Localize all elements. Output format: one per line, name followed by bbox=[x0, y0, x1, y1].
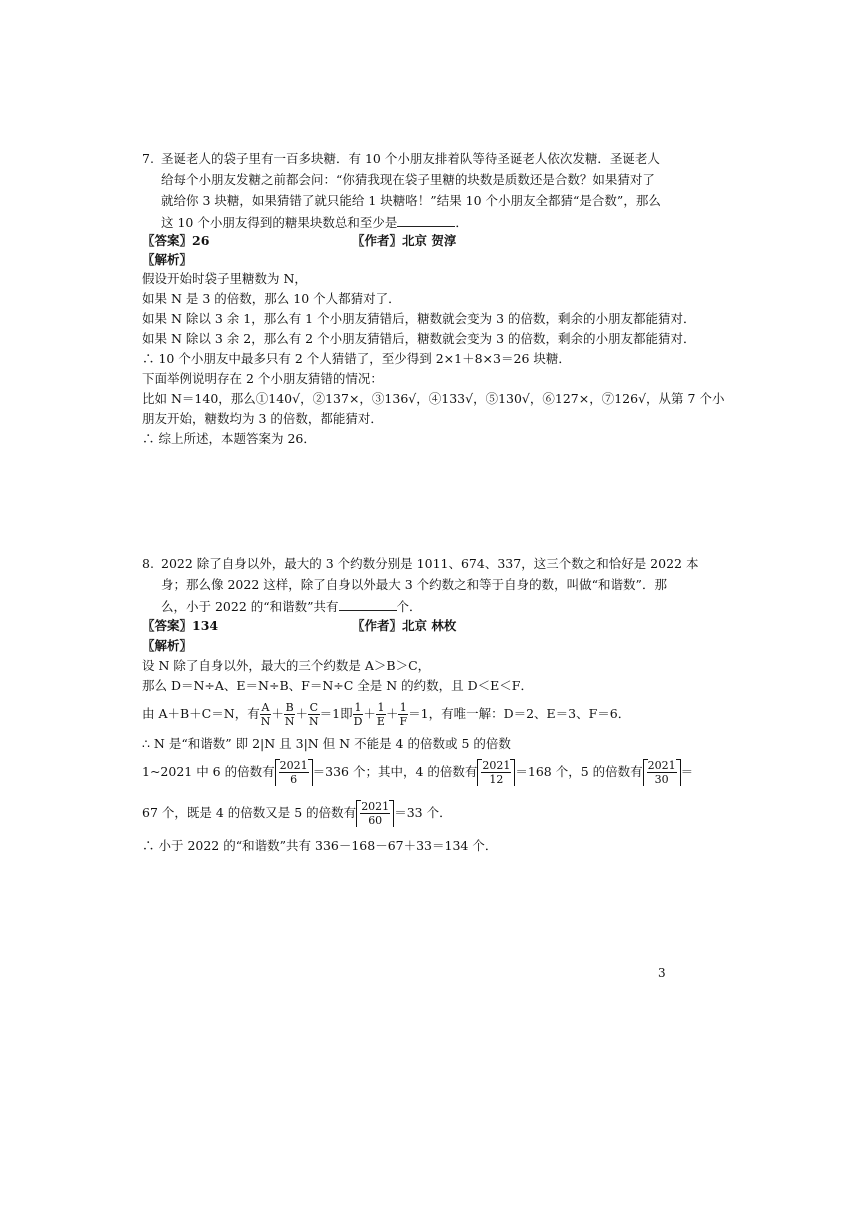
problem-7-line-2: 给每个小朋友发糖之前都会问：“你猜我现在袋子里糖的块数是质数还是合数？如果猜对了 bbox=[161, 172, 655, 187]
problem-7-analysis-label: 〖解析〗 bbox=[142, 252, 193, 267]
problem-8-analysis-label: 〖解析〗 bbox=[142, 638, 193, 653]
solution-line: 如果 N 除以 3 余 2，那么有 2 个小朋友猜错后，糖数就会变为 3 的倍数，剩余的小朋友都能猜对． bbox=[142, 331, 696, 346]
fraction: $\frac{B}{N}$ bbox=[284, 700, 295, 728]
solution-line: 假设开始时袋子里糖数为 N， bbox=[142, 271, 307, 286]
problem-7-line-1: 圣诞老人的袋子里有一百多块糖．有 10 个小朋友排着队等待圣诞老人依次发糖．圣诞老人 bbox=[161, 151, 660, 166]
problem-8-author: 〖作者〗北京 林枚 bbox=[352, 618, 457, 633]
fraction: $\frac{C}{N}$ bbox=[308, 700, 319, 728]
solution-line: 下面举例说明存在 2 个小朋友猜错的情况： bbox=[142, 371, 383, 386]
floor-bracket: $\frac{2021}{6}$ bbox=[275, 759, 313, 786]
solution-line: 如果 N 除以 3 余 1，那么有 1 个小朋友猜错后，糖数就会变为 3 的倍数，剩余的小朋友都能猜对． bbox=[142, 311, 696, 326]
page-number: 3 bbox=[658, 966, 666, 980]
solution-line: 朋友开始，糖数均为 3 的倍数，都能猜对． bbox=[142, 411, 383, 426]
answer-blank bbox=[339, 598, 397, 611]
problem-8-line-2: 身；那么像 2022 这样，除了自身以外最大 3 个约数之和等于自身的数，叫做“和谐数”．那 bbox=[161, 577, 667, 592]
solution-bracket-line: 1~2021 中 6 的倍数有 $\frac{2021}{6}$ ＝336 个；其中，4 的倍数有 $\frac{2021}{12}$ ＝168 个，5 的倍数有 $\frac{2021}{30}$ ＝ bbox=[142, 758, 694, 786]
solution-line: ∴ 综上所述，本题答案为 26． bbox=[142, 431, 316, 446]
solution-fraction-line: 由 A＋B＋C＝N，有 $\frac{A}{N}$ ＋ $\frac{B}{N}$ ＋ $\frac{C}{N}$ ＝1 即 $\frac{1}{D}$ ＋ $\frac{1}{E}$ ＋ $\frac{1}{F}$ ＝1 ，有唯一解：D＝2、E＝3、F＝6． bbox=[142, 700, 631, 728]
fraction: $\frac{1}{F}$ bbox=[399, 700, 408, 728]
problem-7-number: 7. bbox=[142, 151, 154, 166]
solution-line: 比如 N＝140，那么①140√，②137×，③136√，④133√，⑤130√，⑥127×，⑦126√，从第 7 个小 bbox=[142, 391, 725, 406]
floor-bracket: $\frac{2021}{12}$ bbox=[477, 759, 515, 786]
problem-8-line-1: 2022 除了自身以外，最大的 3 个约数分别是 1011、674、337，这三个数之和恰好是 2022 本 bbox=[161, 556, 699, 571]
solution-line: ∴ N 是“和谐数” 即 2|N 且 3|N 但 N 不能是 4 的倍数或 5 的倍数 bbox=[142, 736, 511, 751]
solution-line: ∴ 10 个小朋友中最多只有 2 个人猜错了，至少得到 2×1＋8×3＝26 块糖． bbox=[142, 351, 571, 366]
answer-blank bbox=[397, 214, 455, 227]
solution-line: ∴ 小于 2022 的“和谐数”共有 336－168－67＋33＝134 个． bbox=[142, 838, 498, 853]
floor-bracket: $\frac{2021}{60}$ bbox=[356, 800, 394, 827]
solution-bracket-line: 67 个，既是 4 的倍数又是 5 的倍数有 $\frac{2021}{60}$ ＝33 个． bbox=[142, 799, 452, 827]
problem-8-number: 8. bbox=[142, 556, 154, 571]
problem-7-line-4: 这 10 个小朋友得到的糖果块数总和至少是 ． bbox=[161, 215, 468, 230]
floor-bracket: $\frac{2021}{30}$ bbox=[643, 759, 681, 786]
fraction: $\frac{A}{N}$ bbox=[260, 700, 271, 728]
problem-7-line-3: 就给你 3 块糖，如果猜错了就只能给 1 块糖咯！”结果 10 个小朋友全都猜“是合数”，那么 bbox=[161, 193, 661, 208]
fraction: $\frac{1}{E}$ bbox=[376, 700, 385, 728]
problem-8-answer: 〖答案〗134 bbox=[142, 618, 219, 633]
solution-line: 如果 N 是 3 的倍数，那么 10 个人都猜对了． bbox=[142, 291, 401, 306]
problem-7-author: 〖作者〗北京 贺淳 bbox=[352, 233, 457, 248]
solution-line: 那么 D＝N÷A、E＝N÷B、F＝N÷C 全是 N 的约数，且 D＜E＜F． bbox=[142, 678, 533, 693]
solution-line: 设 N 除了自身以外，最大的三个约数是 A＞B＞C， bbox=[142, 658, 431, 673]
problem-8-line-3: 么，小于 2022 的“和谐数”共有 个． bbox=[161, 599, 422, 614]
problem-7-answer: 〖答案〗26 bbox=[142, 233, 210, 248]
fraction: $\frac{1}{D}$ bbox=[353, 700, 363, 728]
